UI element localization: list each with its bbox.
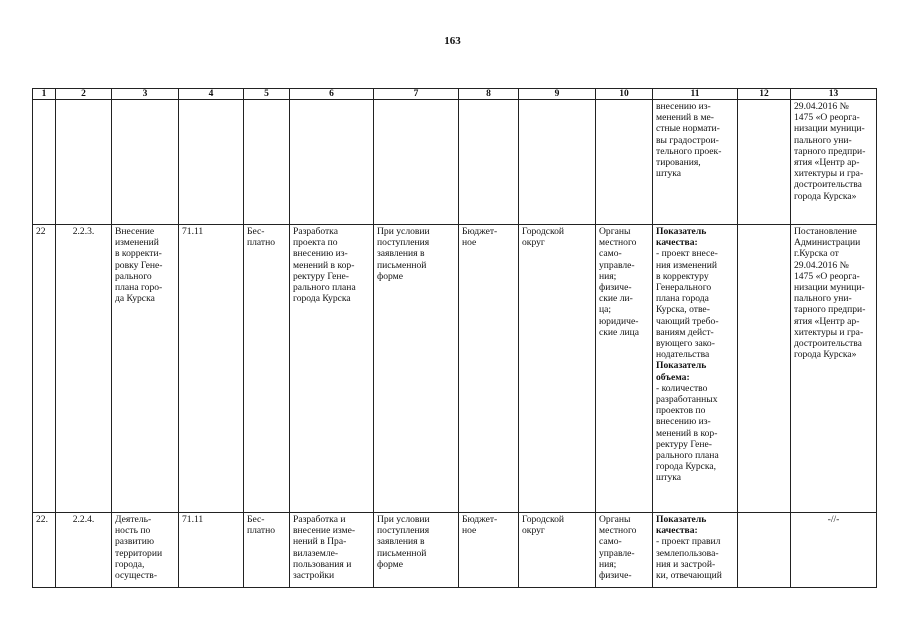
cell-legal-basis: -//- bbox=[791, 513, 877, 588]
cell-payment: Бес- платно bbox=[244, 513, 290, 588]
services-table bbox=[32, 88, 877, 588]
cell-okved bbox=[179, 100, 244, 225]
cell-consumers: Органы местного само- управле- ния; физиче- bbox=[596, 513, 653, 588]
quality-indicator-title: Показатель качества: bbox=[656, 226, 707, 249]
cell-content: Разработка и внесение изме- нений в Пра- вилаземле- пользования и застройки bbox=[290, 513, 374, 588]
cell-okved: 71.11 bbox=[179, 225, 244, 513]
col-header-2: 2 bbox=[56, 89, 112, 100]
col-header-8: 8 bbox=[459, 89, 519, 100]
cell-level: Городской округ bbox=[519, 225, 596, 513]
col-header-5: 5 bbox=[244, 89, 290, 100]
cell-payment: Бес- платно bbox=[244, 225, 290, 513]
quality-indicator-text: - проект правил землепользова- ния и застрой- ки, отвечающий bbox=[656, 536, 722, 582]
cell-service-name: Деятель- ность по развитию территории города, осуществ- bbox=[112, 513, 179, 588]
col-header-12: 12 bbox=[738, 89, 791, 100]
col-header-7: 7 bbox=[374, 89, 459, 100]
col-header-3: 3 bbox=[112, 89, 179, 100]
table-row bbox=[33, 100, 877, 225]
col-header-10: 10 bbox=[596, 89, 653, 100]
table-row bbox=[33, 513, 877, 588]
cell-indicators bbox=[653, 513, 738, 588]
cell-okved: 71.11 bbox=[179, 513, 244, 588]
cell-indicators bbox=[653, 225, 738, 513]
cell-consumers bbox=[596, 100, 653, 225]
cell-level bbox=[519, 100, 596, 225]
volume-indicator-text: - количество разработанных проектов по внесению из- менений в кор- ректуру Гене- рального плана города Курска, штука bbox=[656, 382, 719, 484]
cell-number: 22. bbox=[33, 513, 56, 588]
cell-code: 2.2.3. bbox=[56, 225, 112, 513]
header-row bbox=[33, 89, 877, 100]
volume-indicator-title: Показатель объема: bbox=[656, 360, 707, 383]
cell-institution-type bbox=[459, 100, 519, 225]
quality-indicator-text: - проект внесе- ния изменений в корректуру Генерального плана города Курска, отве- чающий требо- ваниям дейст- вующего зако- нодательства bbox=[656, 248, 719, 361]
col-header-1: 1 bbox=[33, 89, 56, 100]
cell-indicators: внесению из- менений в ме- стные нормати- вы градострои- тельного проек- тирования, штука bbox=[653, 100, 738, 225]
cell-conditions: При условии поступления заявления в письменной форме bbox=[374, 225, 459, 513]
cell-institution-type: Бюджет- ное bbox=[459, 513, 519, 588]
cell-number: 22 bbox=[33, 225, 56, 513]
cell-level: Городской округ bbox=[519, 513, 596, 588]
cell-service-name bbox=[112, 100, 179, 225]
cell-conditions bbox=[374, 100, 459, 225]
cell-consumers: Органы местного само- управле- ния; физиче- ские ли- ца; юридиче- ские лица bbox=[596, 225, 653, 513]
cell-code: 2.2.4. bbox=[56, 513, 112, 588]
page-number: 163 bbox=[444, 35, 461, 47]
cell-legal-basis: 29.04.2016 № 1475 «О реорга- низации муници- пального уни- тарного предпри- ятия «Центр ар- хитектуры и гра- достроительства города Курска» bbox=[791, 100, 877, 225]
cell-code bbox=[56, 100, 112, 225]
cell-note bbox=[738, 513, 791, 588]
cell-content: Разработка проекта по внесению из- менений в кор- ректуру Гене- рального плана города Курска bbox=[290, 225, 374, 513]
cell-payment bbox=[244, 100, 290, 225]
cell-legal-basis: Постановление Администрации г.Курска от 29.04.2016 № 1475 «О реорга- низации муници- пального уни- тарного предпри- ятия «Центр ар- хитектуры и гра- достроительства города Курска» bbox=[791, 225, 877, 513]
quality-indicator-title: Показатель качества: bbox=[656, 514, 707, 537]
cell-number bbox=[33, 100, 56, 225]
col-header-9: 9 bbox=[519, 89, 596, 100]
cell-note bbox=[738, 100, 791, 225]
col-header-11: 11 bbox=[653, 89, 738, 100]
table-row bbox=[33, 225, 877, 513]
col-header-6: 6 bbox=[290, 89, 374, 100]
col-header-4: 4 bbox=[179, 89, 244, 100]
cell-institution-type: Бюджет- ное bbox=[459, 225, 519, 513]
col-header-13: 13 bbox=[791, 89, 877, 100]
cell-content bbox=[290, 100, 374, 225]
cell-conditions: При условии поступления заявления в письменной форме bbox=[374, 513, 459, 588]
cell-service-name: Внесение изменений в корректи- ровку Гене- рального плана горо- да Курска bbox=[112, 225, 179, 513]
cell-note bbox=[738, 225, 791, 513]
